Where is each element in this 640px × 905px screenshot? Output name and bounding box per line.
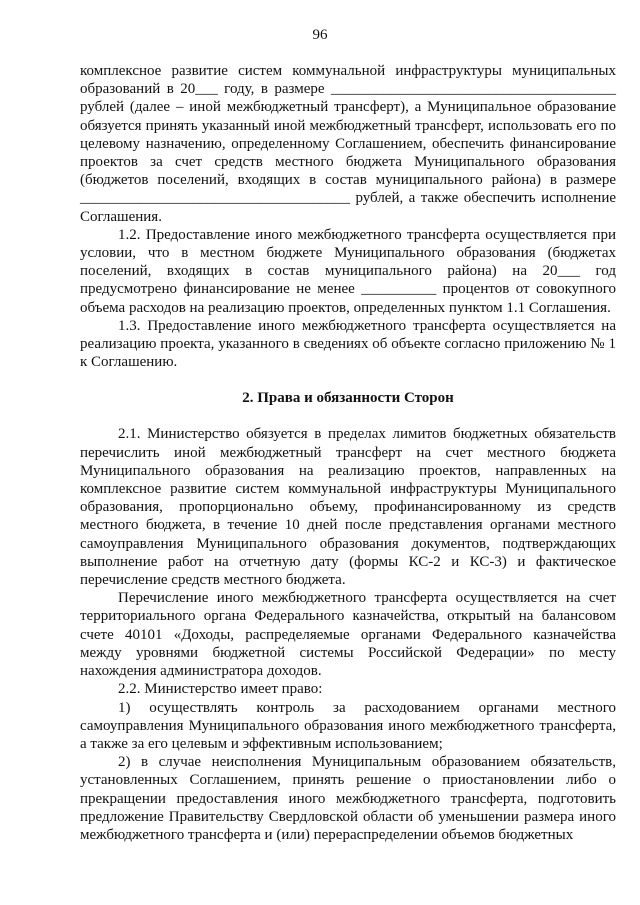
section-heading-rights-and-duties: 2. Права и обязанности Сторон xyxy=(242,390,454,407)
paragraph-1-2: 1.2. Предоставление иного межбюджетного трансферта осуществляется при условии, что в местном бюджете Муниципального образования (бюджетах поселений, входящих в состав муниципального района) на 20___ год предусмотрено финансирование не менее __________ процентов от совокупного объема расходов на реализацию проектов, определенных пунктом 1.1 Соглашения. xyxy=(80,226,616,316)
document-body xyxy=(80,62,616,844)
page-number: 96 xyxy=(312,27,328,43)
paragraph-1-1-continuation: комплексное развитие систем коммунальной инфраструктуры муниципальных образований в 20___ году, в размере ______________________________________ рублей (далее – иной межбюджетный трансферт), а Муниципальное образование обязуется принять указанный иной межбюджетный трансферт, использовать его по целевому назначению, определенному Соглашением, обеспечить финансирование проектов за счет средств местного бюджета Муниципального образования (бюджетов поселений, входящих в состав муниципального района) в размере ____________________________________ рублей, а также обеспечить исполнение Соглашения. xyxy=(80,63,616,225)
paragraph-transfer-account: Перечисление иного межбюджетного трансферта осуществляется на счет территориального органа Федерального казначейства, открытый на балансовом счете 40101 «Доходы, распределяемые органами Федерального казначейства между уровнями бюджетной системы Российской Федерации» по месту нахождения администратора доходов. xyxy=(80,590,616,680)
paragraph-2-2-item-1: 1) осуществлять контроль за расходованием органами местного самоуправления Муниципального образования иного межбюджетного трансферта, а также за его целевым и эффективным использованием; xyxy=(80,699,616,752)
paragraph-1-3: 1.3. Предоставление иного межбюджетного трансферта осуществляется на реализацию проекта, указанного в сведениях об объекте согласно приложению № 1 к Соглашению. xyxy=(80,317,616,371)
paragraph-2-2-item-2: 2) в случае неисполнения Муниципальным образованием обязательств, установленных Соглашением, принять решение о приостановлении либо о прекращении предоставления иного межбюджетного трансферта, подготовить предложение Правительству Свердловской области об уменьшении размера иного межбюджетного трансферта и (или) перераспределении объемов бюджетных xyxy=(80,754,616,843)
paragraph-2-1: 2.1. Министерство обязуется в пределах лимитов бюджетных обязательств перечислить иной межбюджетный трансферт на счет местного бюджета Муниципального образования на реализацию проектов, направленных на комплексное развитие систем коммунальной инфраструктуры Муниципального образования, пропорционально объему, профинансированному из средств местного бюджета, в течение 10 дней после представления органами местного самоуправления Муниципального образования документов, подтверждающих выполнение работ на отчетную дату (формы КС-2 и КС-3) и фактическое перечисление средств местного бюджета. xyxy=(80,426,616,589)
paragraph-2-2: 2.2. Министерство имеет право: xyxy=(118,681,323,698)
